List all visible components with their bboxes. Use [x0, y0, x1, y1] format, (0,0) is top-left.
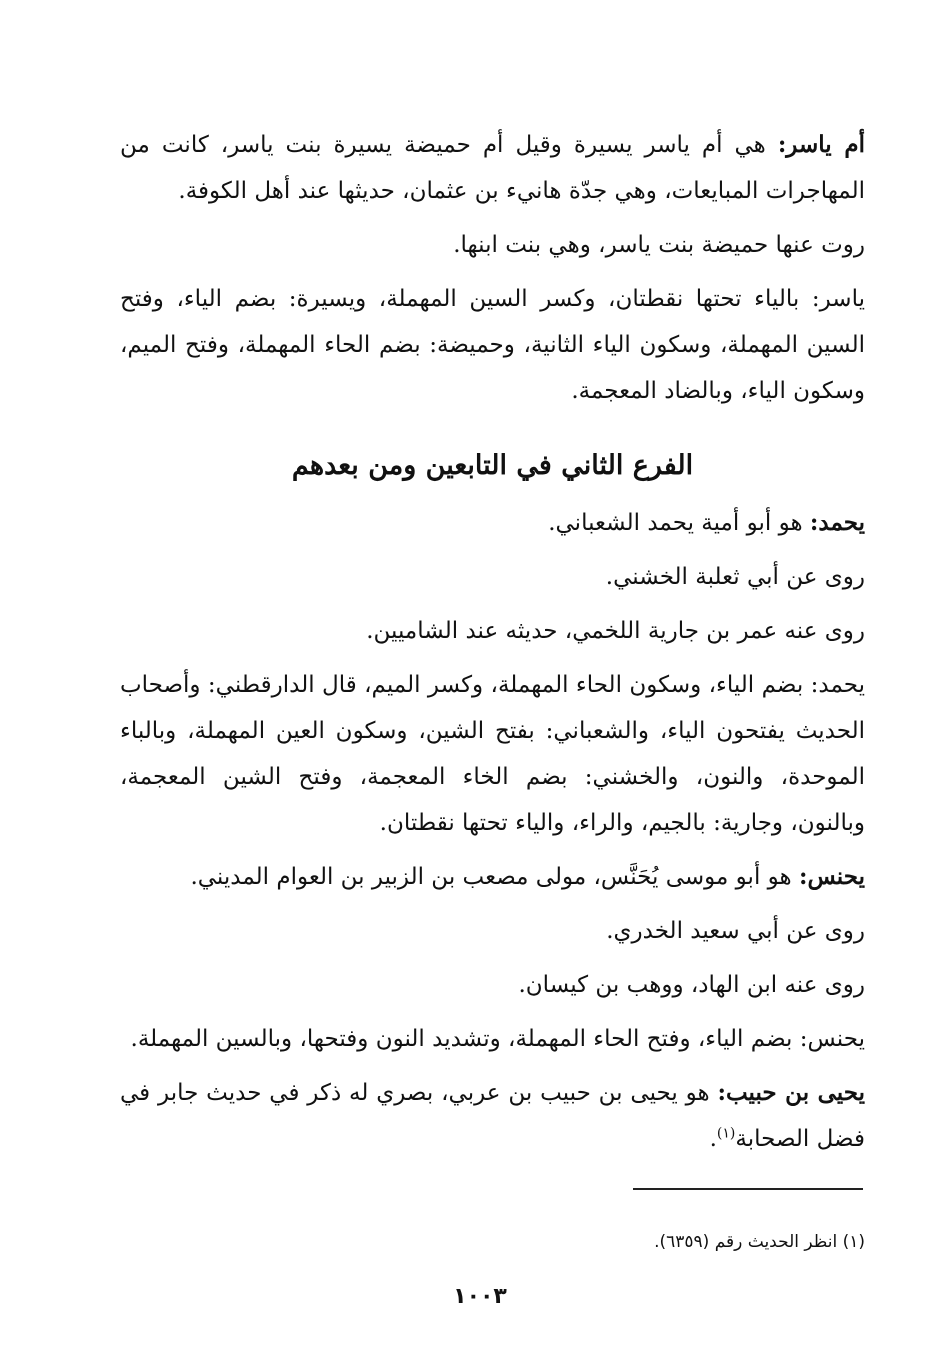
entry-text: هو أبو أمية يحمد الشعباني.: [548, 510, 810, 536]
footnote-text: (١) انظر الحديث رقم (٦٣٥٩).: [654, 1232, 865, 1252]
entry-text-end: .: [709, 1126, 717, 1152]
page-number: ١٠٠٣: [453, 1284, 507, 1309]
entry-line: ياسر: بالياء تحتها نقطتان، وكسر السين المهملة، ويسيرة: بضم الياء، وفتح السين المهملة، وسكون الياء الثانية، وحميضة: بضم الحاء المهملة، وفتح الميم، وسكون الياء، وبالضاد المعجمة.: [120, 286, 865, 404]
entry-line: روى عنه ابن الهاد، ووهب بن كيسان.: [518, 972, 865, 998]
entry-headword: يحيى بن حبيب:: [717, 1079, 865, 1106]
entry-main-paragraph: [120, 500, 865, 546]
entry-main-paragraph: [120, 122, 865, 214]
entry-line: روت عنها حميضة بنت ياسر، وهي بنت ابنها.: [453, 232, 865, 258]
entry-headword: أم ياسر:: [777, 131, 865, 158]
entry-yahmad: [120, 500, 865, 846]
entry-yahya-bin-habib: [120, 1070, 865, 1162]
entry-line: روى عن أبي ثعلبة الخشني.: [605, 564, 865, 590]
entry-line: يحمد: بضم الياء، وسكون الحاء المهملة، وكسر الميم، قال الدارقطني: وأصحاب الحديث يفتحون الياء، والشعباني: بفتح الشين، وسكون العين المهملة، وبالباء الموحدة، والنون، والخشني: بضم الخاء المعجمة، وفتح الشين المعجمة، وبالنون، وجارية: بالجيم، والراء، والياء تحتها نقطتان.: [120, 672, 865, 836]
entry-text: هو أبو موسى يُحَنَّس، مولى مصعب بن الزبير بن العوام المديني.: [190, 864, 799, 890]
entry-yuhannas: [120, 854, 865, 1062]
entry-line: روى عنه عمر بن جارية اللخمي، حديثه عند الشاميين.: [366, 618, 865, 644]
entry-main-paragraph: [120, 854, 865, 900]
entry-umm-yasir: [120, 122, 865, 414]
footnote-divider: [633, 1188, 863, 1190]
entry-headword: يحمد:: [809, 509, 865, 536]
footnote-reference[interactable]: (١): [716, 1125, 736, 1142]
section-heading: الفرع الثاني في التابعين ومن بعدهم: [291, 450, 694, 481]
entry-text: هو يحيى بن حبيب بن عربي، بصري له ذكر في حديث جابر في فضل الصحابة: [120, 1080, 865, 1152]
entry-line: يحنس: بضم الياء، وفتح الحاء المهملة، وتشديد النون وفتحها، وبالسين المهملة.: [130, 1026, 865, 1052]
page-body: [120, 122, 865, 1170]
entry-main-paragraph: [120, 1070, 865, 1162]
entry-text: هي أم ياسر يسيرة وقيل أم حميضة يسيرة بنت ياسر، كانت من المهاجرات المبايعات، وهي جدّة هانيء بن عثمان، حديثها عند أهل الكوفة.: [120, 132, 865, 204]
entry-line: روى عن أبي سعيد الخدري.: [606, 918, 865, 944]
entry-headword: يحنس:: [798, 863, 865, 890]
